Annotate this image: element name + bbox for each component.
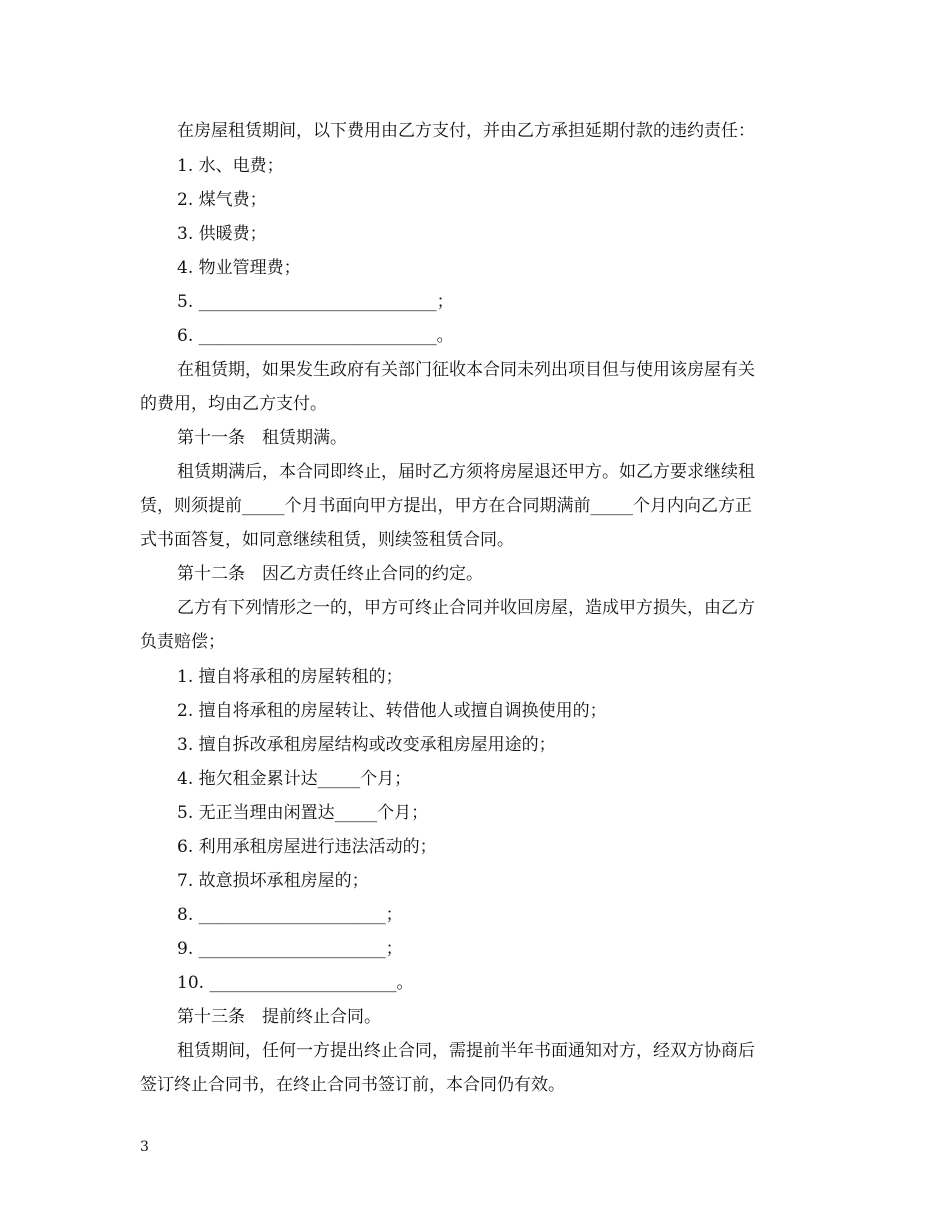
list-item: 9. ______________________；: [177, 939, 403, 959]
text-line: 签订终止合同书，在终止合同书签订前，本合同仍有效。: [140, 1075, 565, 1095]
list-item: 6. ____________________________。: [177, 326, 454, 346]
list-item: 2. 煤气费；: [177, 190, 267, 210]
list-item: 4. 拖欠租金累计达_____个月；: [177, 769, 412, 789]
list-item: 1. 擅自将承租的房屋转租的；: [177, 667, 403, 687]
page-number: 3: [140, 1139, 149, 1155]
text-line: 式书面答复，如同意继续租赁，则续签租赁合同。: [140, 530, 514, 550]
list-item: 5. ____________________________；: [177, 292, 454, 312]
section-heading: 第十一条 租赁期满。: [177, 428, 347, 448]
list-item: 1. 水、电费；: [177, 156, 284, 176]
list-item: 2. 擅自将承租的房屋转让、转借他人或擅自调换使用的；: [177, 701, 607, 721]
list-item: 6. 利用承租房屋进行违法活动的；: [177, 837, 437, 857]
section-heading: 第十三条 提前终止合同。: [177, 1007, 381, 1027]
text-line: 在房屋租赁期间，以下费用由乙方支付，并由乙方承担延期付款的违约责任：: [177, 121, 755, 141]
text-line: 负责赔偿；: [140, 632, 225, 652]
text-line: 租赁期间，任何一方提出终止合同，需提前半年书面通知对方，经双方协商后: [177, 1041, 755, 1061]
list-item: 5. 无正当理由闲置达_____个月；: [177, 803, 429, 823]
text-line: 在租赁期，如果发生政府有关部门征收本合同未列出项目但与使用该房屋有关: [177, 360, 755, 380]
text-line: 的费用，均由乙方支付。: [140, 394, 327, 414]
list-item: 3. 供暖费；: [177, 224, 267, 244]
list-item: 7. 故意损坏承租房屋的；: [177, 871, 369, 891]
list-item: 8. ______________________；: [177, 905, 403, 925]
list-item: 10. ______________________。: [177, 973, 414, 993]
text-line: 乙方有下列情形之一的，甲方可终止合同并收回房屋，造成甲方损失，由乙方: [177, 598, 755, 618]
text-line: 赁，则须提前_____个月书面向甲方提出，甲方在合同期满前_____个月内向乙方正: [140, 496, 752, 516]
text-line: 租赁期满后，本合同即终止，届时乙方须将房屋退还甲方。如乙方要求继续租: [177, 462, 755, 482]
list-item: 3. 擅自拆改承租房屋结构或改变承租房屋用途的；: [177, 735, 556, 755]
section-heading: 第十二条 因乙方责任终止合同的约定。: [177, 564, 483, 584]
list-item: 4. 物业管理费；: [177, 258, 301, 278]
